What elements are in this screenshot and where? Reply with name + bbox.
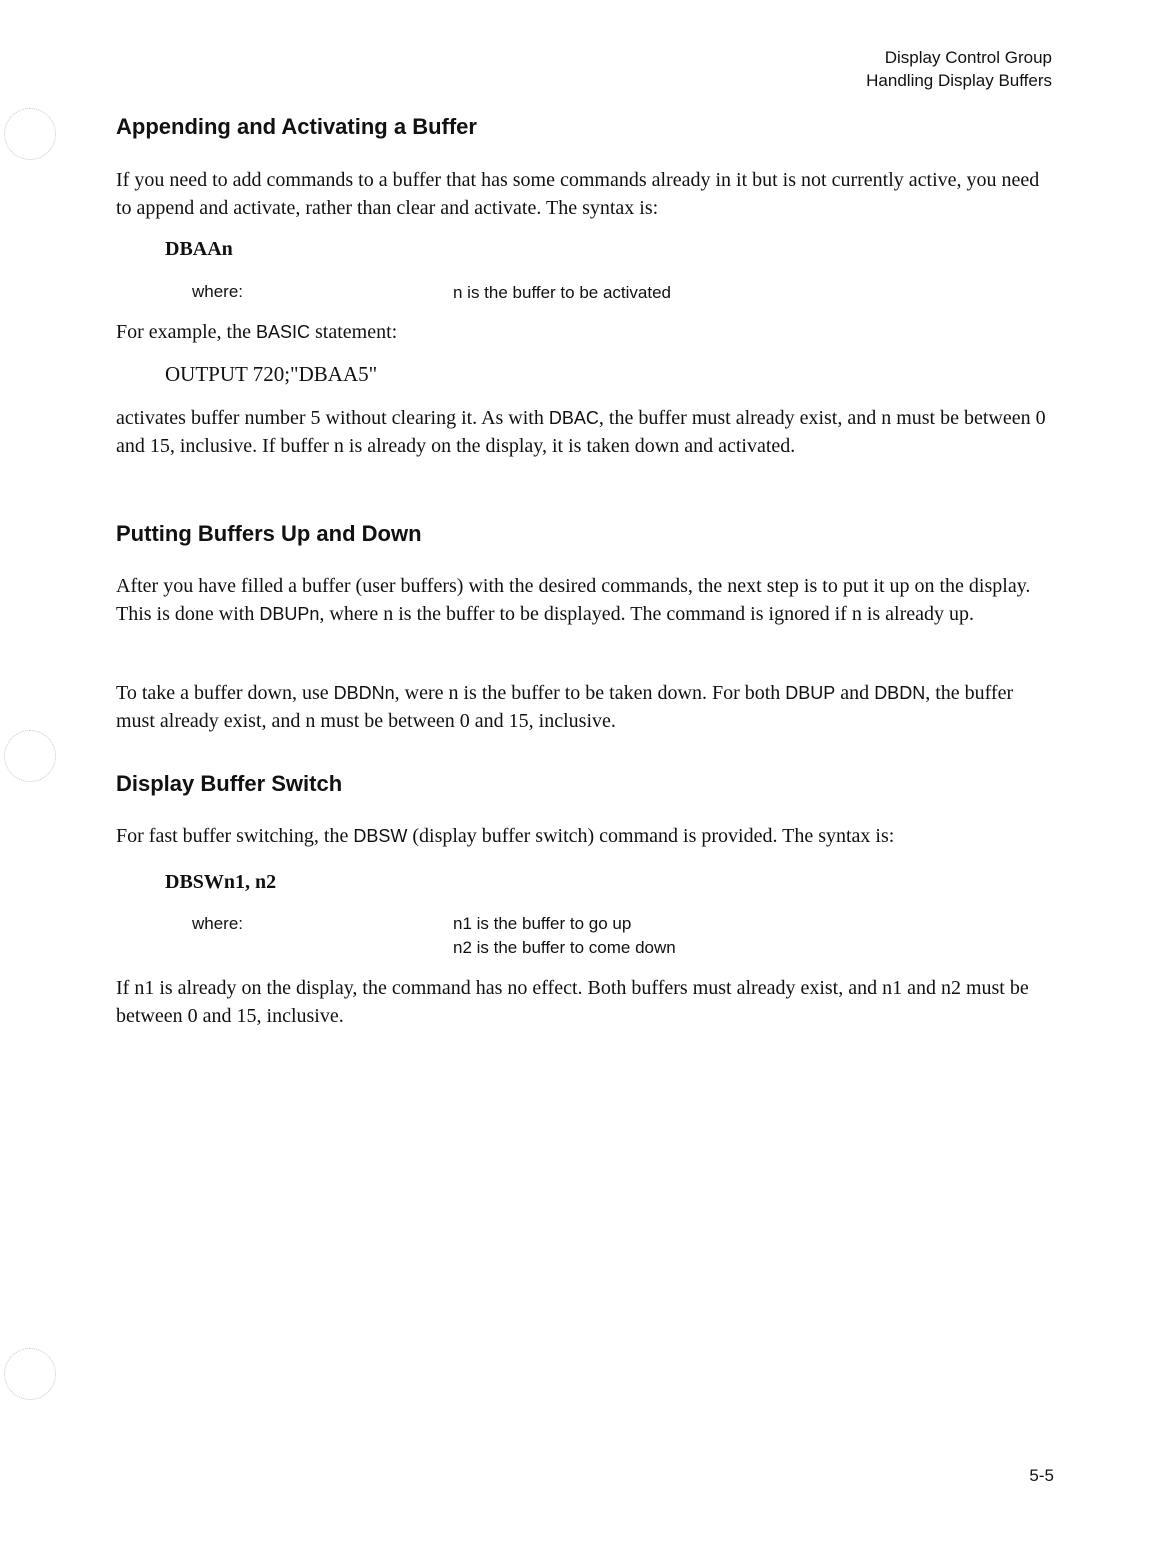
dbupn-term: DBUPn bbox=[259, 604, 320, 624]
example-text-post: statement: bbox=[310, 321, 398, 343]
result-text-pre: activates buffer number 5 without clearing it. As with bbox=[116, 407, 549, 429]
header-line-1: Display Control Group bbox=[884, 48, 1052, 67]
basic-code-example: OUTPUT 720;"DBAA5" bbox=[165, 362, 378, 386]
s3-intro-pre: For fast buffer switching, the bbox=[116, 825, 354, 847]
section1-result bbox=[116, 404, 1046, 460]
section3-intro bbox=[116, 822, 1046, 850]
p2-text-post: , the buffer must already exist, and n must be between 0 and 15, inclusive. bbox=[116, 682, 1014, 732]
dbsw-term: DBSW bbox=[353, 826, 408, 846]
dbdnn-term: DBDNn bbox=[333, 683, 395, 703]
where-description: n is the buffer to be activated bbox=[453, 283, 671, 302]
punch-hole-bottom bbox=[4, 1348, 56, 1400]
section1-intro: If you need to add commands to a buffer that has some commands already in it but is not currently active, you need to append and activate, rather than clear and activate. The syntax is: bbox=[116, 169, 1040, 219]
example-intro bbox=[116, 318, 1046, 346]
section-heading-putting-buffers: Putting Buffers Up and Down bbox=[116, 521, 422, 546]
running-header bbox=[866, 46, 1052, 92]
s3-intro-post: (display buffer switch) command is provided. The syntax is: bbox=[407, 825, 895, 847]
section3-closing: If n1 is already on the display, the command has no effect. Both buffers must already exist, and n1 and n2 must be between 0 and 15, inclusive. bbox=[116, 977, 1029, 1027]
where-label-switch: where: bbox=[192, 914, 244, 933]
punch-hole-top bbox=[4, 108, 56, 160]
dbac-term: DBAC bbox=[548, 408, 599, 428]
syntax-dbaan: DBAAn bbox=[165, 238, 233, 260]
page-number: 5-5 bbox=[1029, 1466, 1054, 1485]
where-description-switch bbox=[453, 912, 676, 960]
section-heading-display-buffer-switch: Display Buffer Switch bbox=[116, 771, 343, 796]
section2-paragraph-1 bbox=[116, 572, 1046, 628]
p1-text-post: , where n is the buffer to be displayed. The command is ignored if n is already up. bbox=[319, 603, 975, 625]
where-label: where: bbox=[192, 282, 244, 301]
dbup-term: DBUP bbox=[785, 683, 836, 703]
dbdn-term: DBDN bbox=[874, 683, 926, 703]
header-line-2: Handling Display Buffers bbox=[866, 71, 1052, 90]
p2-text-pre: To take a buffer down, use bbox=[116, 682, 334, 704]
p2-text-mid-2: and bbox=[835, 682, 875, 704]
result-text-post: , the buffer must already exist, and n must be between 0 and 15, inclusive. If buffer n is already on the display, it is taken down and activated. bbox=[116, 407, 1046, 457]
basic-term: BASIC bbox=[255, 322, 310, 342]
section-heading-appending: Appending and Activating a Buffer bbox=[116, 114, 477, 139]
p2-text-mid-1: , were n is the buffer to be taken down. For both bbox=[394, 682, 786, 704]
syntax-dbswn1-n2: DBSWn1, n2 bbox=[165, 871, 277, 893]
where-desc-n1: n1 is the buffer to go up bbox=[453, 914, 632, 933]
example-text-pre: For example, the bbox=[116, 321, 256, 343]
section2-paragraph-2 bbox=[116, 679, 1046, 735]
where-desc-n2: n2 is the buffer to come down bbox=[453, 938, 676, 957]
punch-hole-middle bbox=[4, 730, 56, 782]
p1-text-pre: After you have filled a buffer (user buffers) with the desired commands, the next step is to put it up on the display. This is done with bbox=[116, 575, 1031, 625]
